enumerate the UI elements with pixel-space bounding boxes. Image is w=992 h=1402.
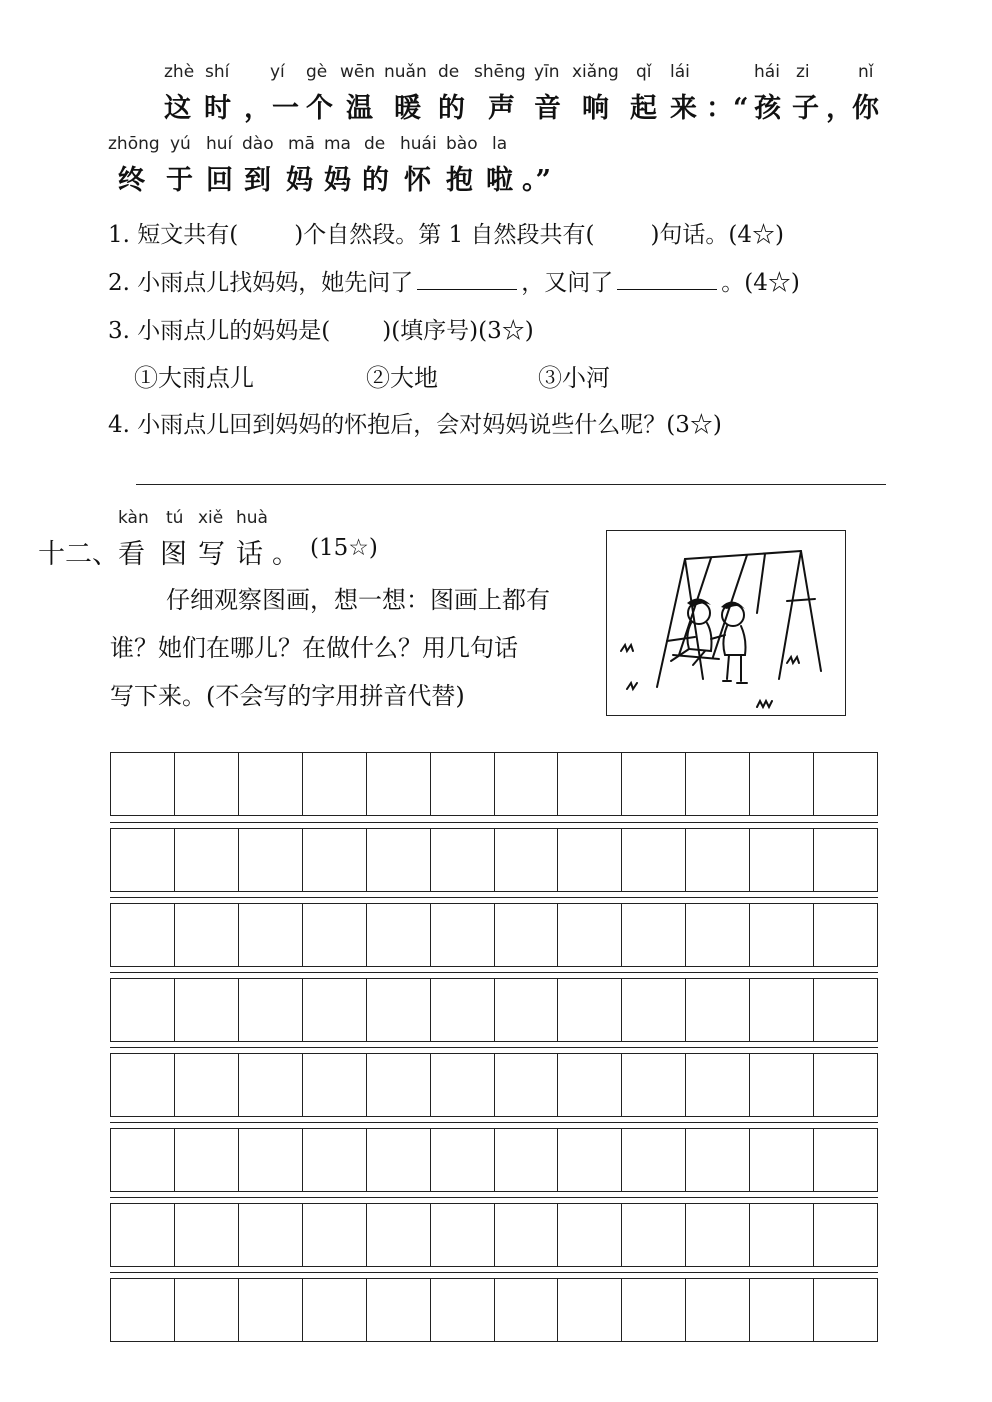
hanzi: 啦	[486, 165, 513, 196]
pinyin-syllable: dào	[242, 134, 274, 154]
writing-cell[interactable]	[622, 1129, 686, 1191]
hanzi: 温	[346, 93, 373, 124]
section12-pinyin	[0, 508, 600, 532]
writing-cell[interactable]	[239, 1054, 303, 1116]
writing-cell[interactable]	[622, 1279, 686, 1341]
instruction-line-1: 仔细观察图画，想一想：图画上都有	[166, 586, 550, 614]
pinyin-syllable: huí	[206, 134, 233, 154]
writing-cell[interactable]	[558, 904, 622, 966]
pinyin-syllable: huái	[400, 134, 437, 154]
writing-cell[interactable]	[239, 753, 303, 815]
writing-grid-row[interactable]	[110, 903, 878, 967]
writing-grid-row[interactable]	[110, 752, 878, 816]
passage-line1-pinyin	[0, 62, 992, 86]
hanzi: 子	[792, 93, 819, 124]
writing-cell[interactable]	[239, 904, 303, 966]
writing-cell[interactable]	[111, 1279, 175, 1341]
writing-cell[interactable]	[431, 979, 495, 1041]
question-3-part-a: 3. 小雨点儿的妈妈是(	[108, 318, 331, 344]
pinyin-syllable: zi	[796, 62, 810, 82]
writing-cell[interactable]	[303, 1129, 367, 1191]
writing-cell[interactable]	[686, 1054, 750, 1116]
hanzi: 回	[206, 165, 233, 196]
writing-cell[interactable]	[111, 1054, 175, 1116]
grid-separator-line	[110, 1272, 878, 1273]
hanzi: 于	[166, 165, 193, 196]
pinyin-syllable: lái	[670, 62, 690, 82]
writing-cell[interactable]	[175, 1204, 239, 1266]
hanzi: 这	[164, 93, 191, 124]
section12-title	[0, 532, 600, 570]
hanzi: 终	[118, 165, 145, 196]
grid-separator-line	[110, 1122, 878, 1123]
title-char: 图	[160, 539, 187, 570]
hanzi: 个	[306, 93, 333, 124]
writing-cell[interactable]	[750, 904, 814, 966]
writing-cell[interactable]	[814, 753, 877, 815]
question-2-part-a: 2. 小雨点儿找妈妈，她先问了	[108, 270, 414, 296]
writing-cell[interactable]	[111, 753, 175, 815]
writing-cell[interactable]	[750, 1204, 814, 1266]
writing-cell[interactable]	[814, 1204, 877, 1266]
title-char: 写	[198, 539, 225, 570]
instruction-line-2: 谁？她们在哪儿？在做什么？用几句话	[110, 634, 518, 662]
question-3-option-3: ③小河	[538, 364, 610, 392]
writing-cell[interactable]	[686, 829, 750, 891]
writing-cell[interactable]	[750, 1279, 814, 1341]
pinyin-syllable: hái	[754, 62, 780, 82]
writing-cell[interactable]	[239, 829, 303, 891]
pinyin-syllable: kàn	[118, 508, 149, 528]
writing-cell[interactable]	[303, 979, 367, 1041]
pinyin-syllable: de	[438, 62, 460, 82]
pinyin-syllable: wēn	[340, 62, 376, 82]
pinyin-syllable: yí	[270, 62, 285, 82]
writing-grid-row[interactable]	[110, 1128, 878, 1192]
writing-cell[interactable]	[303, 1279, 367, 1341]
writing-cell[interactable]	[558, 979, 622, 1041]
writing-cell[interactable]	[431, 1054, 495, 1116]
grid-separator-line	[110, 822, 878, 823]
title-char: 。	[272, 539, 299, 570]
writing-cell[interactable]	[495, 829, 559, 891]
writing-cell[interactable]	[558, 753, 622, 815]
writing-cell[interactable]	[175, 753, 239, 815]
writing-cell[interactable]	[558, 1204, 622, 1266]
hanzi: 到	[244, 165, 271, 196]
question-1	[108, 216, 784, 249]
grid-separator-line	[110, 897, 878, 898]
writing-cell[interactable]	[750, 753, 814, 815]
hanzi: 妈	[324, 165, 351, 196]
writing-cell[interactable]	[750, 1129, 814, 1191]
writing-cell[interactable]	[175, 829, 239, 891]
writing-cell[interactable]	[239, 1204, 303, 1266]
writing-cell[interactable]	[814, 1129, 877, 1191]
section-number: 十二、	[38, 539, 119, 570]
grid-separator-line	[110, 972, 878, 973]
hanzi: 来	[670, 93, 697, 124]
writing-cell[interactable]	[814, 979, 877, 1041]
passage-line2-text	[0, 158, 992, 194]
writing-cell[interactable]	[111, 1129, 175, 1191]
writing-cell[interactable]	[431, 753, 495, 815]
writing-cell[interactable]	[814, 1279, 877, 1341]
question-1-part-b: )个自然段。第 1 自然段共有(	[294, 222, 595, 248]
writing-cell[interactable]	[431, 904, 495, 966]
pinyin-syllable: la	[492, 134, 508, 154]
writing-cell[interactable]	[431, 1279, 495, 1341]
writing-cell[interactable]	[303, 829, 367, 891]
writing-cell[interactable]	[303, 1204, 367, 1266]
question-3-option-2: ②大地	[366, 364, 438, 392]
writing-cell[interactable]	[175, 1129, 239, 1191]
writing-cell[interactable]	[367, 904, 431, 966]
writing-cell[interactable]	[367, 753, 431, 815]
writing-cell[interactable]	[495, 1279, 559, 1341]
writing-cell[interactable]	[431, 1204, 495, 1266]
writing-cell[interactable]	[814, 1054, 877, 1116]
pinyin-syllable: zhōng	[108, 134, 160, 154]
writing-cell[interactable]	[303, 904, 367, 966]
writing-grid-row[interactable]	[110, 1053, 878, 1117]
writing-cell[interactable]	[558, 1279, 622, 1341]
hanzi: 妈	[286, 165, 313, 196]
writing-grid-row[interactable]	[110, 978, 878, 1042]
writing-cell[interactable]	[622, 904, 686, 966]
hanzi: 音	[534, 93, 561, 124]
pinyin-syllable: mā	[288, 134, 315, 154]
writing-cell[interactable]	[111, 1204, 175, 1266]
writing-cell[interactable]	[686, 1279, 750, 1341]
hanzi: 一	[272, 93, 299, 124]
pinyin-syllable: nǐ	[858, 62, 874, 82]
question-2	[108, 264, 800, 297]
writing-cell[interactable]	[175, 979, 239, 1041]
writing-cell[interactable]	[622, 753, 686, 815]
hanzi: 的	[362, 165, 389, 196]
writing-cell[interactable]	[175, 1054, 239, 1116]
writing-cell[interactable]	[367, 1204, 431, 1266]
question-2-part-b: ，又问了	[521, 270, 614, 296]
swing-illustration-icon	[607, 531, 844, 714]
writing-cell[interactable]	[111, 829, 175, 891]
writing-cell[interactable]	[750, 979, 814, 1041]
pinyin-syllable: xiě	[198, 508, 224, 528]
writing-cell[interactable]	[303, 1054, 367, 1116]
pinyin-syllable: yīn	[534, 62, 560, 82]
passage-line1-text	[0, 86, 992, 122]
writing-grid-row[interactable]	[110, 1203, 878, 1267]
hanzi: 起	[630, 93, 657, 124]
writing-cell[interactable]	[622, 829, 686, 891]
writing-cell[interactable]	[558, 829, 622, 891]
question-4-answer-line[interactable]	[136, 484, 886, 485]
writing-cell[interactable]	[239, 979, 303, 1041]
question-3-option-1: ①大雨点儿	[134, 364, 254, 392]
hanzi: ，	[244, 93, 271, 124]
writing-cell[interactable]	[111, 979, 175, 1041]
writing-cell[interactable]	[622, 979, 686, 1041]
hanzi: 的	[438, 93, 465, 124]
writing-cell[interactable]	[239, 1129, 303, 1191]
writing-grid-row[interactable]	[110, 1278, 878, 1342]
pinyin-syllable: shēng	[474, 62, 526, 82]
writing-cell[interactable]	[750, 1054, 814, 1116]
grid-separator-line	[110, 1197, 878, 1198]
instruction-line-3: 写下来。(不会写的字用拼音代替)	[110, 682, 465, 710]
hanzi: 抱	[446, 165, 473, 196]
pinyin-syllable: nuǎn	[384, 62, 427, 82]
pinyin-syllable: xiǎng	[572, 62, 619, 82]
hanzi: 。”	[522, 165, 552, 196]
pinyin-syllable: gè	[306, 62, 328, 82]
pinyin-syllable: yú	[170, 134, 191, 154]
writing-grid-row[interactable]	[110, 828, 878, 892]
writing-cell[interactable]	[367, 1129, 431, 1191]
pinyin-syllable: huà	[236, 508, 268, 528]
writing-cell[interactable]	[558, 1129, 622, 1191]
hanzi: ：“	[706, 93, 749, 124]
writing-cell[interactable]	[495, 1204, 559, 1266]
writing-cell[interactable]	[686, 1204, 750, 1266]
pinyin-syllable: zhè	[164, 62, 195, 82]
swing-picture	[606, 530, 846, 716]
grid-separator-line	[110, 1047, 878, 1048]
answer-blank[interactable]	[417, 271, 517, 290]
passage-line2-pinyin	[0, 134, 992, 158]
writing-cell[interactable]	[495, 1129, 559, 1191]
writing-cell[interactable]	[495, 1054, 559, 1116]
hanzi: 时	[204, 93, 231, 124]
hanzi: 响	[582, 93, 609, 124]
hanzi: 你	[852, 93, 879, 124]
writing-cell[interactable]	[431, 1129, 495, 1191]
section-points: (15☆)	[310, 535, 378, 561]
pinyin-syllable: ma	[324, 134, 351, 154]
pinyin-syllable: de	[364, 134, 386, 154]
pinyin-syllable: qǐ	[636, 62, 652, 82]
writing-cell[interactable]	[111, 904, 175, 966]
writing-cell[interactable]	[367, 829, 431, 891]
answer-blank[interactable]	[617, 271, 717, 290]
writing-cell[interactable]	[495, 753, 559, 815]
writing-cell[interactable]	[367, 1054, 431, 1116]
pinyin-syllable: tú	[166, 508, 184, 528]
question-1-part-c: )句话。(4☆)	[650, 222, 784, 248]
writing-cell[interactable]	[750, 829, 814, 891]
question-1-part-a: 1. 短文共有(	[108, 222, 239, 248]
hanzi: 孩	[754, 93, 781, 124]
writing-cell[interactable]	[686, 1129, 750, 1191]
writing-cell[interactable]	[431, 829, 495, 891]
writing-cell[interactable]	[495, 979, 559, 1041]
writing-cell[interactable]	[622, 1054, 686, 1116]
question-3-part-b: )(填序号)(3☆)	[382, 318, 534, 344]
pinyin-syllable: shí	[205, 62, 230, 82]
writing-cell[interactable]	[814, 904, 877, 966]
title-char: 看	[118, 539, 145, 570]
title-char: 话	[236, 539, 263, 570]
writing-cell[interactable]	[558, 1054, 622, 1116]
writing-cell[interactable]	[814, 829, 877, 891]
writing-cell[interactable]	[686, 979, 750, 1041]
question-4: 4. 小雨点儿回到妈妈的怀抱后，会对妈妈说些什么呢？(3☆)	[108, 412, 722, 438]
writing-cell[interactable]	[175, 904, 239, 966]
question-2-part-c: 。(4☆)	[721, 270, 800, 296]
hanzi: 暖	[394, 93, 421, 124]
pinyin-syllable: bào	[446, 134, 478, 154]
question-3	[108, 312, 534, 345]
hanzi: ，	[826, 93, 853, 124]
writing-cell[interactable]	[367, 1279, 431, 1341]
writing-cell[interactable]	[367, 979, 431, 1041]
writing-cell[interactable]	[495, 904, 559, 966]
writing-cell[interactable]	[175, 1279, 239, 1341]
hanzi: 怀	[404, 165, 431, 196]
writing-cell[interactable]	[303, 753, 367, 815]
writing-cell[interactable]	[239, 1279, 303, 1341]
writing-cell[interactable]	[686, 904, 750, 966]
writing-cell[interactable]	[686, 753, 750, 815]
hanzi: 声	[488, 93, 515, 124]
writing-cell[interactable]	[622, 1204, 686, 1266]
